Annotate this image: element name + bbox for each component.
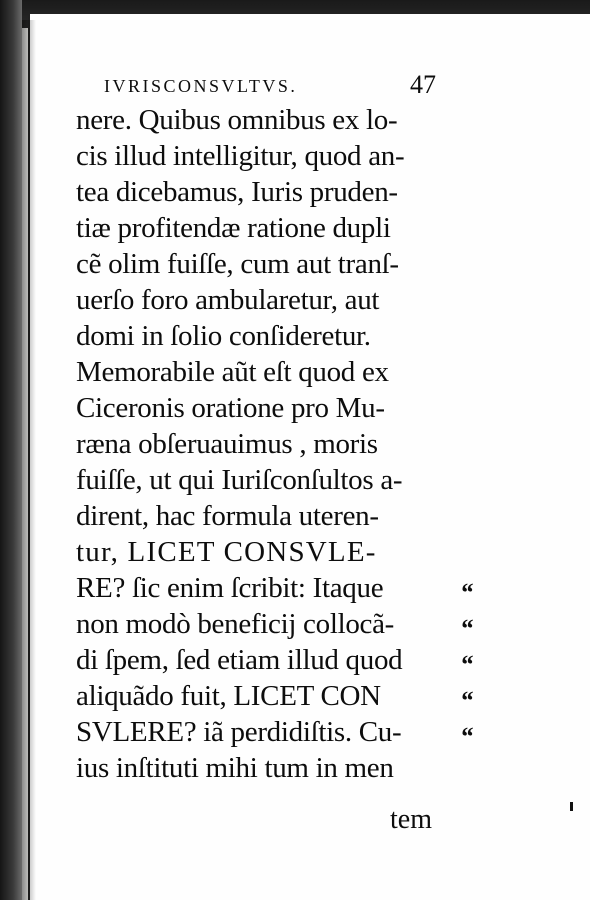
book-page [28,14,590,900]
ink-speck [570,802,573,811]
text-line: cẽ olim fuiſſe, cum aut tranſ- [76,248,399,280]
catchword: tem [390,804,432,835]
text-line: ius inſtituti mihi tum in men [76,752,394,784]
text-line: Memorabile aũt eſt quod ex [76,356,389,388]
margin-quote-mark: “ [460,722,471,751]
running-head-title: IVRISCONSVLTVS. [104,76,298,96]
scan-binding-edge [0,0,22,900]
gutter-shadow [22,20,36,900]
margin-quote-mark: “ [460,578,471,607]
text-line: RE? ſic enim ſcribit: Itaque [76,572,384,604]
text-line: domi in ſolio conſideretur. [76,320,371,352]
margin-quote-mark: “ [460,686,471,715]
text-line: SVLERE? iã perdidiſtis. Cu- [76,716,402,748]
text-line: tur, LICET CONSVLE- [76,536,377,568]
text-line: fuiſſe, ut qui Iuriſconſultos a- [76,464,403,496]
text-line: uerſo foro ambularetur, aut [76,284,380,316]
text-line: cis illud intelligitur, quod an- [76,140,405,172]
text-line: tea dicebamus, Iuris pruden- [76,176,398,208]
text-line: dirent, hac formula uteren- [76,500,379,532]
margin-quote-mark: “ [460,614,471,643]
text-line: di ſpem, ſed etiam illud quod [76,644,403,676]
text-line: nere. Quibus omnibus ex lo- [76,104,398,136]
margin-quote-mark: “ [460,650,471,679]
text-line: aliquãdo fuit, LICET CON [76,680,381,712]
running-head [104,70,454,100]
text-line: non modò beneficij collocã- [76,608,395,640]
text-line: tiæ profitendæ ratione dupli [76,212,391,244]
text-line: Ciceronis oratione pro Mu- [76,392,385,424]
text-line: ræna obſeruauimus , moris [76,428,378,460]
page-number: 47 [410,70,436,99]
